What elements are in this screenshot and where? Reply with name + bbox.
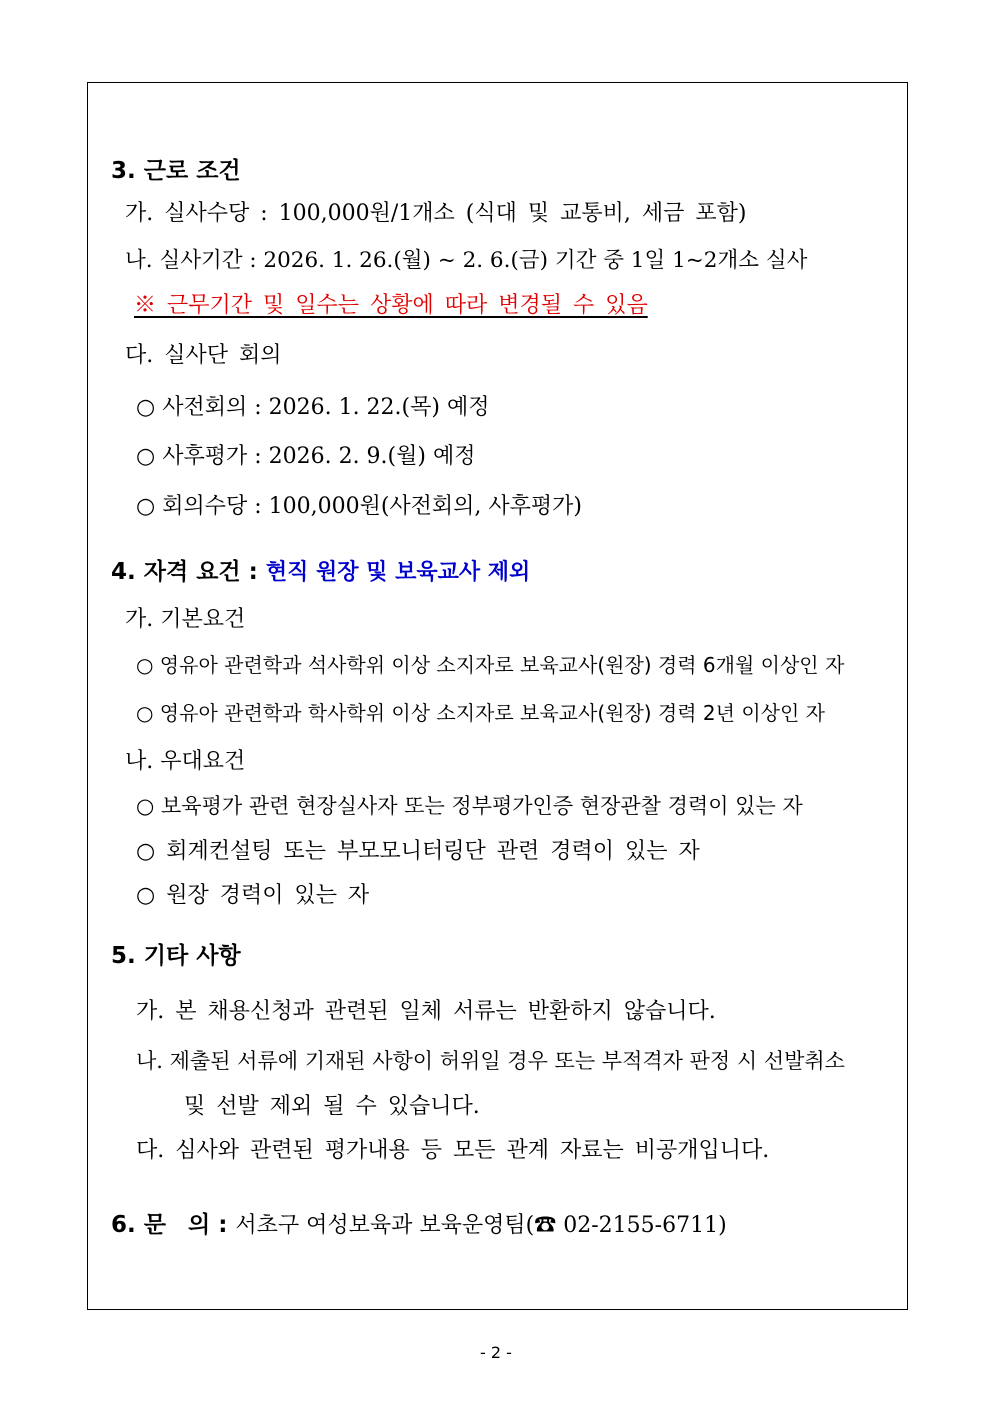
section-6-title-b: 의 : xyxy=(187,1212,236,1238)
sec5-item-b-cont: 및 선발 제외 될 수 있습니다. xyxy=(184,1094,480,1119)
section-6-heading xyxy=(111,1210,727,1241)
sec4-item-b1: ○ 보육평가 관련 현장실사자 또는 정부평가인증 현장관찰 경력이 있는 자 xyxy=(136,794,803,818)
sec3-item-c: 다. 실사단 회의 xyxy=(125,343,282,368)
sec3-item-c2: ○ 사후평가 : 2026. 2. 9.(월) 예정 xyxy=(136,444,476,469)
section-5-title: 5. 기타 사항 xyxy=(111,943,241,969)
sec3-item-a: 가. 실사수당 : 100,000원/1개소 (식대 및 교통비, 세금 포함) xyxy=(125,201,747,226)
section-6-contact: 서초구 여성보육과 보육운영팀(☎ 02-2155-6711) xyxy=(235,1213,727,1238)
sec4-item-a1: ○ 영유아 관련학과 석사학위 이상 소지자로 보육교사(원장) 경력 6개월 이상인 자 xyxy=(136,653,845,677)
section-4-title: 4. 자격 요건 : xyxy=(111,559,266,585)
sec5-item-c: 다. 심사와 관련된 평가내용 등 모든 관계 자료는 비공개입니다. xyxy=(136,1138,770,1163)
sec3-item-b: 나. 실사기간 : 2026. 1. 26.(월) ~ 2. 6.(금) 기간 중 1일 1~2개소 실사 xyxy=(125,248,808,273)
sec4-item-b: 나. 우대요건 xyxy=(125,749,246,774)
sec4-item-b2: ○ 회계컨설팅 또는 부모모니터링단 관련 경력이 있는 자 xyxy=(136,839,700,864)
sec3-note: ※ 근무기간 및 일수는 상황에 따라 변경될 수 있음 xyxy=(134,293,648,318)
sec5-item-a: 가. 본 채용신청과 관련된 일체 서류는 반환하지 않습니다. xyxy=(136,999,716,1024)
sec5-item-b: 나. 제출된 서류에 기재된 사항이 허위일 경우 또는 부적격자 판정 시 선발취소 xyxy=(136,1049,845,1073)
page-number: - 2 - xyxy=(480,1343,512,1362)
sec4-item-a2: ○ 영유아 관련학과 학사학위 이상 소지자로 보육교사(원장) 경력 2년 이상인 자 xyxy=(136,701,825,725)
sec3-item-c3: ○ 회의수당 : 100,000원(사전회의, 사후평가) xyxy=(136,494,582,519)
sec3-item-c1: ○ 사전회의 : 2026. 1. 22.(목) 예정 xyxy=(136,395,490,420)
sec4-item-b3: ○ 원장 경력이 있는 자 xyxy=(136,883,370,908)
sec4-item-a: 가. 기본요건 xyxy=(125,607,246,632)
section-4-title-note: 현직 원장 및 보육교사 제외 xyxy=(265,559,531,585)
section-4-heading xyxy=(111,557,530,588)
section-3-title: 3. 근로 조건 xyxy=(111,158,241,184)
section-6-title-a: 6. 문 xyxy=(111,1212,166,1238)
